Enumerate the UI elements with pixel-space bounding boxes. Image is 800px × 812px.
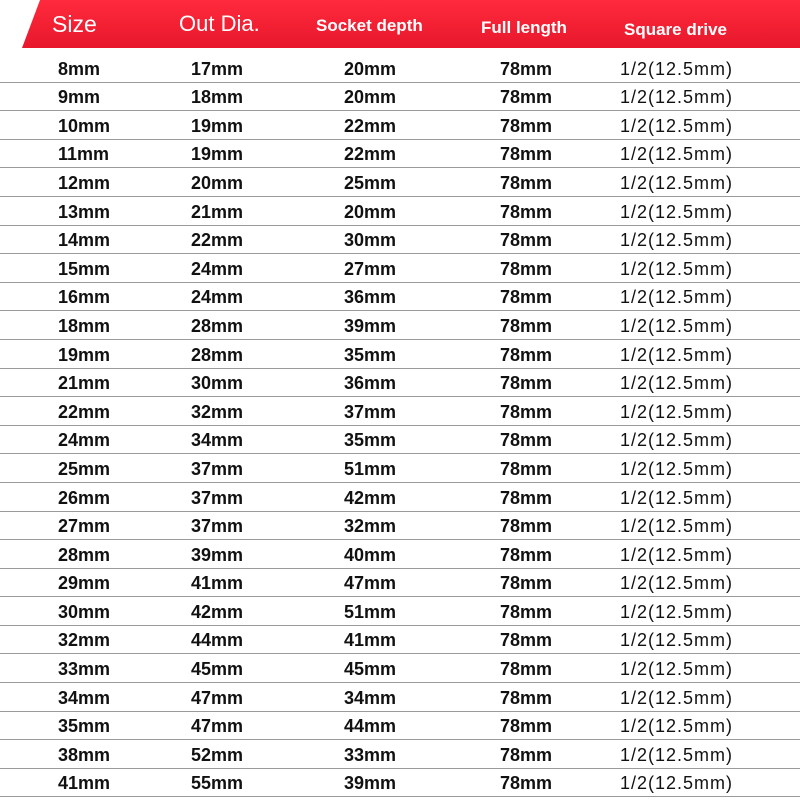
square-drive-cell: 1/2(12.5mm): [620, 744, 734, 765]
table-row: [0, 111, 800, 140]
out-dia-cell: 24mm: [191, 287, 244, 308]
table-row: [0, 597, 800, 626]
socket-depth-cell: 51mm: [344, 458, 397, 479]
table-row: [0, 683, 800, 712]
socket-depth-cell: 42mm: [344, 487, 397, 508]
socket-depth-cell: 37mm: [344, 401, 397, 422]
out-dia-cell: 19mm: [191, 115, 244, 136]
full-length-cell: 78mm: [500, 601, 553, 622]
full-length-cell: 78mm: [500, 487, 553, 508]
size-cell: 41mm: [58, 773, 111, 794]
socket-depth-cell: 47mm: [344, 573, 397, 594]
size-cell: 21mm: [58, 373, 111, 394]
out-dia-cell: 45mm: [191, 659, 244, 680]
socket-depth-cell: 20mm: [344, 87, 397, 108]
table-row: [0, 197, 800, 226]
out-dia-cell: 21mm: [191, 201, 244, 222]
full-length-cell: 78mm: [500, 773, 553, 794]
socket-depth-cell: 41mm: [344, 630, 397, 651]
out-dia-cell: 34mm: [191, 430, 244, 451]
table-row: [0, 168, 800, 197]
full-length-cell: 78mm: [500, 344, 553, 365]
out-dia-cell: 42mm: [191, 601, 244, 622]
socket-depth-cell: 32mm: [344, 516, 397, 537]
size-cell: 14mm: [58, 230, 111, 251]
size-cell: 34mm: [58, 687, 111, 708]
table-row: [0, 254, 800, 283]
square-drive-cell: 1/2(12.5mm): [620, 172, 734, 193]
out-dia-cell: 28mm: [191, 315, 244, 336]
table-row: [0, 340, 800, 369]
square-drive-cell: 1/2(12.5mm): [620, 287, 734, 308]
socket-depth-cell: 35mm: [344, 344, 397, 365]
socket-depth-cell: 22mm: [344, 144, 397, 165]
full-length-cell: 78mm: [500, 172, 553, 193]
size-cell: 33mm: [58, 659, 111, 680]
socket-depth-cell: 27mm: [344, 258, 397, 279]
full-length-cell: 78mm: [500, 144, 553, 165]
square-drive-cell: 1/2(12.5mm): [620, 144, 734, 165]
square-drive-cell: 1/2(12.5mm): [620, 573, 734, 594]
table-row: [0, 226, 800, 255]
full-length-cell: 78mm: [500, 201, 553, 222]
column-header-socket-depth: Socket depth: [316, 16, 423, 35]
full-length-cell: 78mm: [500, 230, 553, 251]
out-dia-cell: 47mm: [191, 716, 244, 737]
size-cell: 13mm: [58, 201, 111, 222]
out-dia-cell: 32mm: [191, 401, 244, 422]
size-cell: 25mm: [58, 458, 111, 479]
size-cell: 35mm: [58, 716, 111, 737]
square-drive-cell: 1/2(12.5mm): [620, 201, 734, 222]
square-drive-cell: 1/2(12.5mm): [620, 544, 734, 565]
table-row: [0, 654, 800, 683]
socket-depth-cell: 39mm: [344, 315, 397, 336]
table-row: [0, 769, 800, 798]
square-drive-cell: 1/2(12.5mm): [620, 487, 734, 508]
socket-depth-cell: 20mm: [344, 201, 397, 222]
square-drive-cell: 1/2(12.5mm): [620, 687, 734, 708]
table-row: [0, 54, 800, 83]
socket-depth-cell: 25mm: [344, 172, 397, 193]
socket-depth-cell: 36mm: [344, 373, 397, 394]
size-cell: 29mm: [58, 573, 111, 594]
square-drive-cell: 1/2(12.5mm): [620, 601, 734, 622]
size-cell: 26mm: [58, 487, 111, 508]
table-row: [0, 83, 800, 112]
size-cell: 30mm: [58, 601, 111, 622]
out-dia-cell: 37mm: [191, 487, 244, 508]
out-dia-cell: 37mm: [191, 458, 244, 479]
socket-depth-cell: 22mm: [344, 115, 397, 136]
socket-depth-cell: 33mm: [344, 744, 397, 765]
full-length-cell: 78mm: [500, 287, 553, 308]
full-length-cell: 78mm: [500, 58, 553, 79]
square-drive-cell: 1/2(12.5mm): [620, 115, 734, 136]
table-row: [0, 140, 800, 169]
square-drive-cell: 1/2(12.5mm): [620, 58, 734, 79]
square-drive-cell: 1/2(12.5mm): [620, 430, 734, 451]
square-drive-cell: 1/2(12.5mm): [620, 230, 734, 251]
out-dia-cell: 24mm: [191, 258, 244, 279]
socket-depth-cell: 20mm: [344, 58, 397, 79]
full-length-cell: 78mm: [500, 87, 553, 108]
socket-depth-cell: 44mm: [344, 716, 397, 737]
full-length-cell: 78mm: [500, 659, 553, 680]
out-dia-cell: 47mm: [191, 687, 244, 708]
full-length-cell: 78mm: [500, 315, 553, 336]
size-cell: 18mm: [58, 315, 111, 336]
size-cell: 8mm: [58, 58, 101, 79]
out-dia-cell: 18mm: [191, 87, 244, 108]
out-dia-cell: 22mm: [191, 230, 244, 251]
spec-table: [0, 54, 800, 797]
full-length-cell: 78mm: [500, 544, 553, 565]
full-length-cell: 78mm: [500, 573, 553, 594]
square-drive-cell: 1/2(12.5mm): [620, 258, 734, 279]
full-length-cell: 78mm: [500, 373, 553, 394]
table-row: [0, 426, 800, 455]
square-drive-cell: 1/2(12.5mm): [620, 458, 734, 479]
square-drive-cell: 1/2(12.5mm): [620, 630, 734, 651]
table-row: [0, 311, 800, 340]
table-row: [0, 369, 800, 398]
size-cell: 27mm: [58, 516, 111, 537]
column-header-full-length: Full length: [481, 18, 567, 37]
square-drive-cell: 1/2(12.5mm): [620, 659, 734, 680]
size-cell: 12mm: [58, 172, 111, 193]
socket-depth-cell: 35mm: [344, 430, 397, 451]
full-length-cell: 78mm: [500, 744, 553, 765]
socket-depth-cell: 30mm: [344, 230, 397, 251]
full-length-cell: 78mm: [500, 630, 553, 651]
out-dia-cell: 17mm: [191, 58, 244, 79]
size-cell: 24mm: [58, 430, 111, 451]
socket-depth-cell: 34mm: [344, 687, 397, 708]
size-cell: 28mm: [58, 544, 111, 565]
table-row: [0, 569, 800, 598]
size-cell: 16mm: [58, 287, 111, 308]
out-dia-cell: 39mm: [191, 544, 244, 565]
square-drive-cell: 1/2(12.5mm): [620, 716, 734, 737]
out-dia-cell: 41mm: [191, 573, 244, 594]
table-row: [0, 512, 800, 541]
full-length-cell: 78mm: [500, 716, 553, 737]
socket-depth-cell: 36mm: [344, 287, 397, 308]
square-drive-cell: 1/2(12.5mm): [620, 401, 734, 422]
out-dia-cell: 28mm: [191, 344, 244, 365]
size-cell: 9mm: [58, 87, 101, 108]
table-row: [0, 397, 800, 426]
square-drive-cell: 1/2(12.5mm): [620, 516, 734, 537]
out-dia-cell: 55mm: [191, 773, 244, 794]
full-length-cell: 78mm: [500, 115, 553, 136]
full-length-cell: 78mm: [500, 687, 553, 708]
size-cell: 38mm: [58, 744, 111, 765]
full-length-cell: 78mm: [500, 430, 553, 451]
out-dia-cell: 20mm: [191, 172, 244, 193]
size-cell: 11mm: [58, 144, 110, 165]
out-dia-cell: 52mm: [191, 744, 244, 765]
socket-depth-cell: 39mm: [344, 773, 397, 794]
size-cell: 32mm: [58, 630, 111, 651]
out-dia-cell: 30mm: [191, 373, 244, 394]
table-row: [0, 483, 800, 512]
column-header-size: Size: [52, 11, 97, 37]
socket-depth-cell: 40mm: [344, 544, 397, 565]
size-cell: 15mm: [58, 258, 111, 279]
full-length-cell: 78mm: [500, 458, 553, 479]
table-row: [0, 740, 800, 769]
full-length-cell: 78mm: [500, 258, 553, 279]
full-length-cell: 78mm: [500, 516, 553, 537]
size-cell: 10mm: [58, 115, 111, 136]
table-row: [0, 454, 800, 483]
socket-depth-cell: 45mm: [344, 659, 397, 680]
square-drive-cell: 1/2(12.5mm): [620, 373, 734, 394]
out-dia-cell: 37mm: [191, 516, 244, 537]
table-row: [0, 540, 800, 569]
square-drive-cell: 1/2(12.5mm): [620, 773, 734, 794]
table-row: [0, 712, 800, 741]
column-header-out-dia: Out Dia.: [179, 11, 260, 36]
column-header-square-drive: Square drive: [624, 20, 727, 39]
size-cell: 19mm: [58, 344, 111, 365]
table-row: [0, 283, 800, 312]
table-header: [0, 0, 800, 48]
square-drive-cell: 1/2(12.5mm): [620, 87, 734, 108]
table-row: [0, 626, 800, 655]
size-cell: 22mm: [58, 401, 111, 422]
square-drive-cell: 1/2(12.5mm): [620, 315, 734, 336]
out-dia-cell: 19mm: [191, 144, 244, 165]
full-length-cell: 78mm: [500, 401, 553, 422]
socket-depth-cell: 51mm: [344, 601, 397, 622]
square-drive-cell: 1/2(12.5mm): [620, 344, 734, 365]
out-dia-cell: 44mm: [191, 630, 244, 651]
